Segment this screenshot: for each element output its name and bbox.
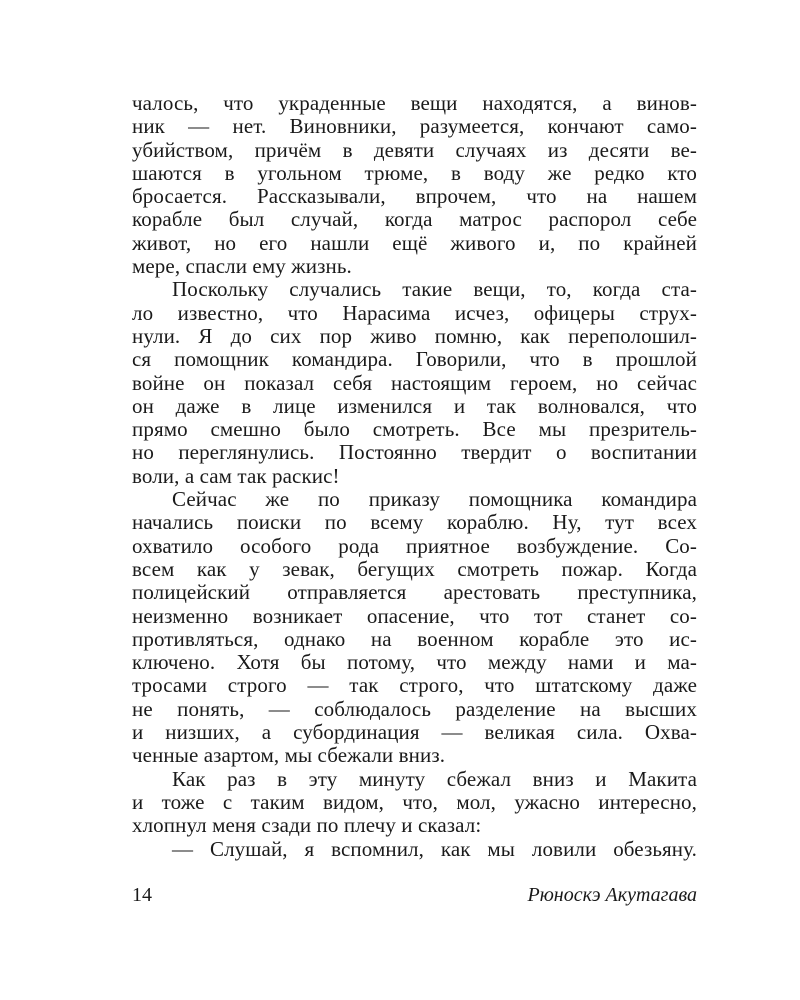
text-line: и тоже с таким видом, что, мол, ужасно интересно,	[132, 789, 697, 814]
text-line: Поскольку случались такие вещи, то, когда ста-	[172, 277, 697, 302]
paragraph	[132, 92, 697, 278]
text-line: начались поиски по всему кораблю. Ну, тут всех	[132, 510, 697, 535]
text-line: ло известно, что Нарасима исчез, офицеры струх-	[132, 300, 697, 325]
text-line: нули. Я до сих пор живо помню, как переполошил-	[132, 323, 697, 348]
text-line: ся помощник командира. Говорили, что в прошлой	[132, 347, 697, 372]
page-footer	[132, 884, 697, 908]
text-line: Как раз в эту минуту сбежал вниз и Макита	[172, 766, 697, 791]
paragraph	[132, 768, 697, 838]
text-line: он даже в лице изменился и так волновался, что	[132, 393, 697, 418]
text-line: ключено. Хотя бы потому, что между нами и ма-	[132, 650, 697, 675]
text-line: ник — нет. Виновники, разумеется, кончают само-	[132, 114, 697, 139]
text-line: но переглянулись. Постоянно твердит о воспитании	[132, 440, 697, 465]
text-line: чалось, что украденные вещи находятся, а винов-	[132, 91, 697, 115]
page-body-text	[132, 92, 697, 861]
text-line: и низших, а субординация — великая сила. Охва-	[132, 720, 697, 745]
text-line: всем как у зевак, бегущих смотреть пожар. Когда	[132, 556, 697, 581]
text-line: живот, но его нашли ещё живого и, по крайней	[132, 230, 697, 255]
text-line: убийством, причём в девяти случаях из десяти ве-	[132, 137, 697, 162]
paragraph	[132, 278, 697, 488]
text-line: прямо смешно было смотреть. Все мы презритель-	[132, 417, 697, 442]
text-line: корабле был случай, когда матрос распорол себе	[132, 207, 697, 232]
page-number: 14	[132, 884, 152, 906]
running-footer-author: Рюноскэ Акутагава	[527, 884, 697, 906]
text-line: — Слушай, я вспомнил, как мы ловили обезьяну.	[172, 836, 697, 861]
text-line: воли, а сам так раскис!	[132, 463, 340, 488]
text-line: неизменно возникает опасение, что тот станет со-	[132, 603, 697, 628]
text-line: ченные азартом, мы сбежали вниз.	[132, 743, 446, 768]
text-line: войне он показал себя настоящим героем, но сейчас	[132, 370, 697, 395]
text-line: тросами строго — так строго, что штатскому даже	[132, 673, 697, 698]
text-line: хлопнул меня сзади по плечу и сказал:	[132, 813, 482, 838]
text-line: мере, спасли ему жизнь.	[132, 254, 352, 279]
text-line: противляться, однако на военном корабле это ис-	[132, 626, 697, 651]
text-line: полицейский отправляется арестовать преступника,	[132, 580, 697, 605]
paragraph	[132, 488, 697, 768]
text-line: бросается. Рассказывали, впрочем, что на нашем	[132, 184, 697, 209]
text-line: не понять, — соблюдалось разделение на высших	[132, 696, 697, 721]
text-line: охватило особого рода приятное возбуждение. Со-	[132, 533, 697, 558]
paragraph	[132, 838, 697, 861]
text-line: шаются в угольном трюме, в воду же редко кто	[132, 160, 697, 185]
text-line: Сейчас же по приказу помощника командира	[172, 487, 697, 512]
